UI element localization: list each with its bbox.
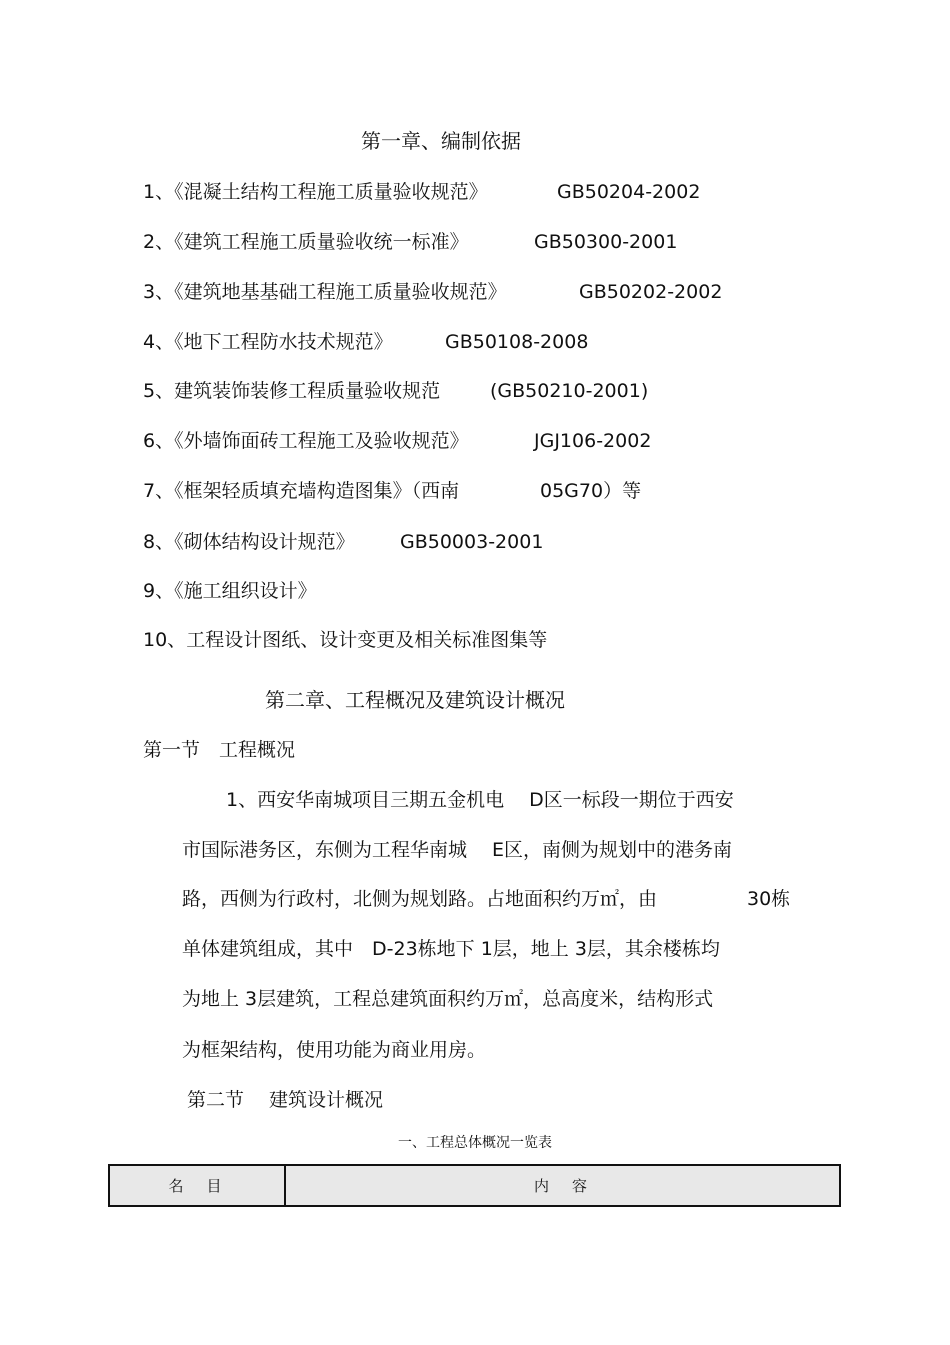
chapter1-title: 第一章、编制依据 — [361, 129, 521, 153]
basis-code-1: GB50204-2002 — [557, 181, 701, 203]
basis-text: 《砌体结构设计规范》 — [174, 531, 355, 553]
basis-item-2 — [143, 230, 469, 254]
overview-line: 30栋 — [747, 888, 791, 910]
basis-num: 7、 — [143, 480, 175, 502]
basis-item-7 — [143, 479, 459, 503]
basis-item-8 — [143, 530, 355, 554]
basis-text: 《混凝土结构工程施工质量验收规范》 — [174, 181, 488, 203]
table-header-content: 内 容 — [533, 1177, 591, 1195]
basis-item-6 — [143, 429, 469, 453]
table-header-name: 名 目 — [110, 1166, 286, 1205]
basis-text: 建筑装饰装修工程质量验收规范 — [174, 380, 441, 402]
overview-line: 路，西侧为行政村，北侧为规划路。占地面积约万㎡，由 — [182, 888, 658, 910]
overview-table — [108, 1164, 841, 1207]
basis-num: 9、 — [143, 580, 175, 602]
overview-line: 为地上 3层建筑，工程总建筑面积约万㎡，总高度米，结构形式 — [182, 988, 714, 1010]
basis-code-7: 05G70）等 — [540, 480, 642, 502]
basis-num: 3、 — [143, 281, 175, 303]
basis-text: 《框架轻质填充墙构造图集》（西南 — [174, 480, 460, 502]
overview-line: 单体建筑组成，其中 D-23栋地下 1层，地上 3层，其余楼栋均 — [182, 938, 720, 960]
basis-num: 8、 — [143, 531, 175, 553]
basis-num: 1、 — [143, 181, 175, 203]
table-caption: 一、工程总体概况一览表 — [398, 1135, 552, 1151]
basis-code-2: GB50300-2001 — [534, 231, 678, 253]
basis-code-3: GB50202-2002 — [579, 281, 723, 303]
basis-item-3 — [143, 280, 507, 304]
basis-item-5 — [143, 379, 440, 403]
overview-line: 市国际港务区，东侧为工程华南城 E区，南侧为规划中的港务南 — [182, 839, 733, 861]
basis-code-6: JGJ106-2002 — [534, 430, 652, 452]
basis-item-10 — [143, 628, 547, 652]
basis-text: 工程设计图纸、设计变更及相关标准图集等 — [186, 629, 548, 651]
basis-num: 6、 — [143, 430, 175, 452]
basis-num: 5、 — [143, 380, 175, 402]
basis-code-5: (GB50210-2001) — [490, 380, 649, 402]
basis-num: 10、 — [143, 629, 187, 651]
chapter2-title: 第二章、工程概况及建筑设计概况 — [265, 688, 565, 712]
basis-code-8: GB50003-2001 — [400, 531, 544, 553]
basis-text: 《外墙饰面砖工程施工及验收规范》 — [174, 430, 469, 452]
basis-text: 《建筑地基基础工程施工质量验收规范》 — [174, 281, 507, 303]
basis-item-1 — [143, 180, 488, 204]
basis-item-9 — [143, 579, 317, 603]
basis-code-4: GB50108-2008 — [445, 331, 589, 353]
overview-line: 为框架结构，使用功能为商业用房。 — [182, 1039, 487, 1061]
basis-item-4 — [143, 330, 393, 354]
section1-title: 第一节 工程概况 — [143, 739, 296, 761]
basis-num: 2、 — [143, 231, 175, 253]
section2-title: 第二节 建筑设计概况 — [187, 1089, 384, 1111]
basis-num: 4、 — [143, 331, 175, 353]
basis-text: 《地下工程防水技术规范》 — [174, 331, 393, 353]
basis-text: 《建筑工程施工质量验收统一标准》 — [174, 231, 469, 253]
overview-line: 1、西安华南城项目三期五金机电 D区一标段一期位于西安 — [226, 789, 734, 811]
basis-text: 《施工组织设计》 — [174, 580, 317, 602]
